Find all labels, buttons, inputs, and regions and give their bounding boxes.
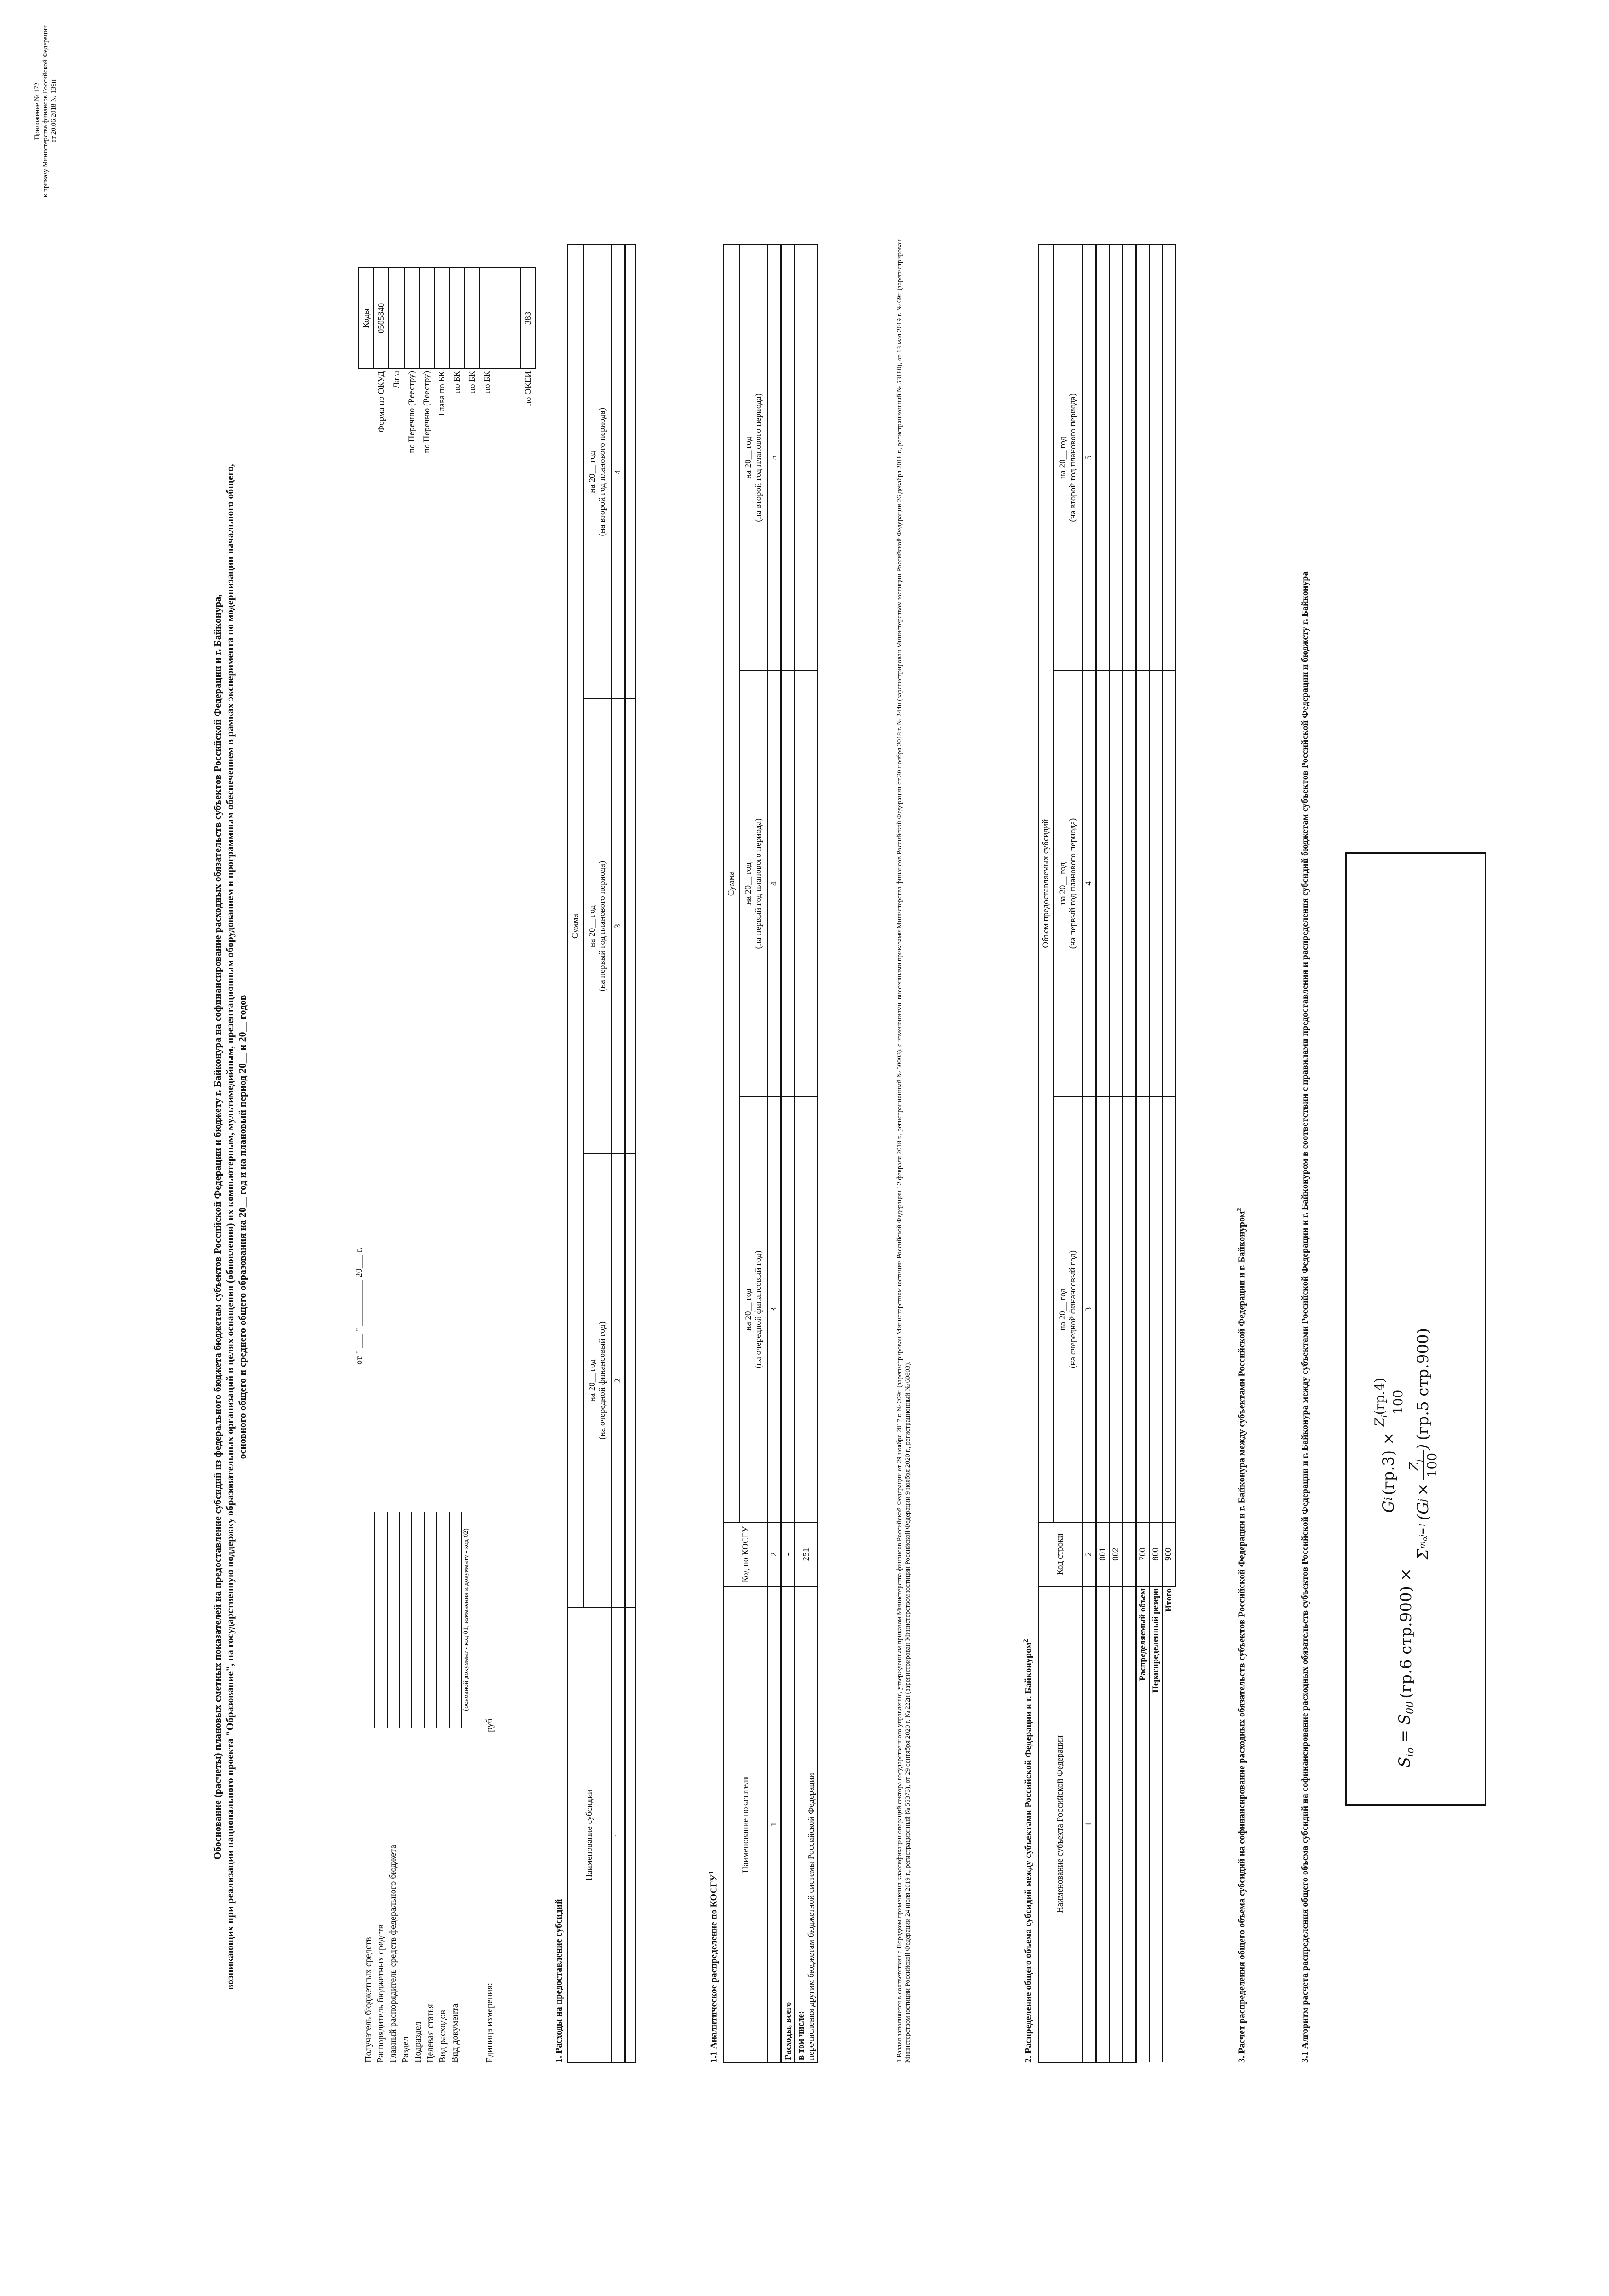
s2-data-cell[interactable] bbox=[1136, 245, 1150, 670]
field-label: Подраздел bbox=[413, 2021, 423, 2063]
code-label: Форма по ОКУД bbox=[376, 371, 386, 433]
s2-col-year-5: на 20__ год (на второй год планового периода) bbox=[1054, 245, 1082, 670]
code-value[interactable] bbox=[434, 268, 450, 369]
code-label: по ОКЕИ bbox=[523, 371, 533, 406]
code-value[interactable] bbox=[419, 268, 434, 369]
s2-data-cell[interactable] bbox=[1162, 245, 1175, 670]
code-label: по БК bbox=[482, 371, 492, 394]
s11-data-cell[interactable] bbox=[795, 1097, 818, 1523]
section3-title: 3. Расчет распределения общего объема субсидий на софинансирование расходных обязательств субъектов Российской Федерации и г. Байконура между субъектами Российской Федерации и г. Байконуром$^2$ bbox=[1236, 1208, 1247, 2063]
formula bbox=[1372, 1325, 1440, 1767]
unit-value: руб bbox=[484, 1718, 495, 1732]
appendix-number: Приложение № 172 bbox=[34, 82, 41, 140]
formula-num-fraction: $Z_i(гр.4)$ 100 bbox=[1372, 1375, 1406, 1429]
field-row bbox=[450, 1512, 462, 2063]
s11-colnum: 1 bbox=[768, 1587, 782, 2062]
s2-data-cell[interactable] bbox=[1122, 1097, 1136, 1523]
s11-colnum: 5 bbox=[768, 245, 782, 670]
appendix-order-line: к приказу Министерства финансов Российской Федерации bbox=[42, 25, 49, 197]
s11-row-transfer-code: 251 bbox=[795, 1523, 818, 1587]
code-value[interactable] bbox=[404, 268, 419, 369]
section3-subtitle: 3.1 Алгоритм расчета распределения общего объема субсидий на софинансирование расходных обязательств субъектов Российской Федерации и г. Байконура между субъектами Российской Федерации и г. Байконуром в соответствии с правилами предоставления и распределения субсидий бюджетам субъектов Российской Федерации и бюджету г. Байконура bbox=[1300, 571, 1310, 2063]
section11-table bbox=[723, 244, 818, 2063]
code-label: по Перечню (Реестру) bbox=[406, 371, 416, 453]
field-label: Получатель бюджетных средств bbox=[363, 1937, 373, 2063]
s2-row-code: 900 bbox=[1162, 1522, 1175, 1586]
s2-row-code: 001 bbox=[1096, 1522, 1110, 1586]
date-line: от " ___ " __________ 20___ г. bbox=[354, 1247, 364, 1365]
s2-data-cell[interactable] bbox=[1122, 670, 1136, 1096]
section1-table bbox=[567, 244, 636, 2063]
s2-row-reserve: Нераспределенный резерв bbox=[1149, 1586, 1162, 2062]
s1-data-cell[interactable] bbox=[625, 1608, 636, 2062]
s2-row-code: 800 bbox=[1149, 1522, 1162, 1586]
s2-row-name[interactable] bbox=[1096, 1586, 1110, 2062]
field-line[interactable] bbox=[450, 1512, 462, 1728]
field-row bbox=[437, 1512, 450, 2063]
s2-data-cell[interactable] bbox=[1096, 670, 1110, 1096]
s2-data-cell[interactable] bbox=[1109, 670, 1122, 1096]
field-line[interactable] bbox=[375, 1512, 388, 1728]
s2-col-name: Наименование субъекта Российской Федерации bbox=[1038, 1586, 1082, 2062]
field-label: Раздел bbox=[400, 2037, 411, 2063]
field-line[interactable] bbox=[425, 1512, 437, 1728]
section2-title: 2. Распределение общего объема субсидий между субъектами Российской Федерации и г. Байконуром$^2$ bbox=[1022, 1639, 1034, 2063]
appendix-header bbox=[33, 19, 58, 203]
s2-vol-header: Объем предоставляемых субсидий bbox=[1038, 245, 1054, 1522]
appendix-order-date: от 20.06.2018 № 139н bbox=[50, 79, 57, 143]
s2-data-cell[interactable] bbox=[1162, 670, 1175, 1096]
code-label: Дата bbox=[391, 371, 401, 388]
s2-data-cell[interactable] bbox=[1096, 1097, 1110, 1523]
s2-data-cell[interactable] bbox=[1149, 245, 1162, 670]
s2-data-cell[interactable] bbox=[1162, 1097, 1175, 1523]
code-value[interactable]: 383 bbox=[521, 268, 536, 369]
field-line[interactable] bbox=[437, 1512, 450, 1728]
s2-data-cell[interactable] bbox=[1136, 670, 1150, 1096]
s11-row-total-code: - bbox=[782, 1523, 795, 1587]
formula-term1: (гр.6 стр.900) × bbox=[1396, 1568, 1415, 1699]
s11-colnum: 3 bbox=[768, 1097, 782, 1523]
field-row bbox=[400, 1512, 412, 2063]
doc-type-hint: (основной документ - код 01; изменения к документу - код 02) bbox=[462, 1528, 470, 1711]
s11-data-cell[interactable] bbox=[795, 245, 818, 670]
left-fields bbox=[363, 1512, 496, 2063]
s1-colnum: 2 bbox=[612, 1154, 625, 1608]
footnote: 1 Раздел заполняется в соответствии с Порядком применения классификации операций сектора государственного управления, утвержденным приказом Министерства финансов Российской Федерации от 29 ноября 2017 г. № 209н (зарегистрирован Министерством юстиции Российской Федерации 12 февраля 2018 г., регистрационный № 50003), с изменениями, внесенными приказами Министерства финансов Российской Федерации от 30 ноября 2018 г. № 244н (зарегистрирован Министерством юстиции Российской Федерации 26 декабря 2018 г., регистрационный № 53180), от 13 мая 2019 г. № 69н (зарегистрирован Министерством юстиции Российской Федерации 24 июля 2019 г., регистрационный № 55373), от 29 сентября 2020 г. № 222н (зарегистрирован Министерством юстиции Российской Федерации 9 ноября 2020 г., регистрационный № 60803). bbox=[896, 239, 911, 2063]
field-label: Вид расходов bbox=[438, 2010, 448, 2063]
s2-data-cell[interactable] bbox=[1109, 1097, 1122, 1523]
s1-colnum: 4 bbox=[612, 245, 625, 699]
s2-col-code: Код строки bbox=[1038, 1522, 1082, 1586]
code-value[interactable] bbox=[465, 268, 480, 369]
s1-data-cell[interactable] bbox=[625, 245, 636, 699]
codes-header: Коды bbox=[359, 268, 374, 369]
s2-colnum: 1 bbox=[1082, 1586, 1096, 2062]
s11-col-year-3: на 20__ год (на очередной финансовый год) bbox=[739, 1097, 768, 1523]
s2-row-total: Итого bbox=[1162, 1586, 1175, 2062]
field-label: Целевая статья bbox=[425, 2004, 435, 2063]
formula-den-fraction: $Z_j$ 100 bbox=[1406, 1450, 1440, 1480]
form-title bbox=[211, 240, 248, 2214]
code-value[interactable]: 0505840 bbox=[374, 268, 389, 369]
s2-row-code: 700 bbox=[1136, 1522, 1150, 1586]
s11-row-transfer: в том числе: перечисления другим бюджетам бюджетной системы Российской Федерации bbox=[795, 1587, 818, 2062]
s11-col-year-4: на 20__ год (на первый год планового периода) bbox=[739, 670, 768, 1096]
code-label bbox=[495, 369, 521, 524]
s11-row-total: Расходы, всего bbox=[782, 1587, 795, 2062]
field-line[interactable] bbox=[388, 1512, 400, 1728]
formula-main-fraction bbox=[1372, 1325, 1440, 1563]
s1-col-name: Наименование субсидии bbox=[568, 1608, 612, 2062]
s11-col-code: Код по КОСГУ bbox=[724, 1523, 768, 1587]
s1-data-cell[interactable] bbox=[625, 699, 636, 1153]
code-label: по БК bbox=[452, 371, 462, 394]
section2-table bbox=[1038, 244, 1176, 2063]
field-row bbox=[363, 1512, 375, 2063]
title-line-1: Обоснование (расчеты) плановых сметных показателей на предоставление субсидий из федерального бюджета бюджетам субъектов Российской Федерации и бюджету г. Байконура на софинансирование расходных обязательств субъектов Российской Федерации и г. Байконура, bbox=[212, 594, 223, 1860]
s2-col-year-4: на 20__ год (на первый год планового периода) bbox=[1054, 670, 1082, 1096]
s2-data-cell[interactable] bbox=[1149, 670, 1162, 1096]
s2-row-code: 002 bbox=[1109, 1522, 1122, 1586]
s11-col-name: Наименование показателя bbox=[724, 1587, 768, 2062]
s2-col-year-3: на 20__ год (на очередной финансовый год) bbox=[1054, 1097, 1082, 1523]
code-label: по Перечню (Реестру) bbox=[422, 371, 432, 453]
formula-box bbox=[1345, 852, 1486, 1806]
s11-data-cell[interactable] bbox=[782, 245, 795, 670]
s2-data-cell[interactable] bbox=[1122, 245, 1136, 670]
s11-colnum: 2 bbox=[768, 1523, 782, 1587]
s2-row-distributed: Распределяемый объем bbox=[1136, 1586, 1150, 2062]
field-line[interactable] bbox=[363, 1512, 375, 1728]
field-line[interactable] bbox=[400, 1512, 412, 1728]
code-value[interactable] bbox=[480, 268, 495, 369]
s1-col-year-3: на 20__ год (на первый год планового периода) bbox=[583, 699, 612, 1153]
s2-data-cell[interactable] bbox=[1109, 245, 1122, 670]
s2-row-code bbox=[1122, 1522, 1136, 1586]
code-value[interactable] bbox=[389, 268, 404, 369]
s1-colnum: 3 bbox=[612, 699, 625, 1153]
formula-numerator: G i (гр.3) × $Z_i(гр.4)$ 100 bbox=[1372, 1325, 1406, 1563]
title-line-2: возникающих при реализации национального проекта "Образование", на государственную поддержку образовательных организаций в целях оснащения (обновления) их компьютерным, мультимедийным, презентационным оборудованием и программным обеспечением в рамках эксперимента по модернизации начального общего, bbox=[224, 464, 236, 1990]
s11-sum-header: Сумма bbox=[724, 245, 739, 1523]
code-value[interactable] bbox=[450, 268, 465, 369]
s11-data-cell[interactable] bbox=[782, 670, 795, 1096]
section11-title: 1.1 Аналитическое распределение по КОСГУ$^1$ bbox=[708, 1871, 719, 2063]
field-label: Главный распорядитель средств федерального бюджета bbox=[388, 1845, 398, 2063]
unit-row bbox=[484, 1512, 496, 2063]
codes-table bbox=[358, 267, 536, 524]
s11-colnum: 4 bbox=[768, 670, 782, 1096]
code-value[interactable] bbox=[495, 268, 521, 369]
code-label: Глава по БК bbox=[437, 371, 447, 416]
s2-colnum: 2 bbox=[1082, 1522, 1096, 1586]
field-label: Вид документа bbox=[450, 2003, 460, 2063]
field-row bbox=[388, 1512, 400, 2063]
s2-colnum: 4 bbox=[1082, 670, 1096, 1096]
s11-data-cell[interactable] bbox=[782, 1097, 795, 1523]
unit-label: Единица измерения: bbox=[484, 1983, 495, 2063]
s2-row-name[interactable] bbox=[1122, 1586, 1136, 2062]
field-label: Распорядитель бюджетных средств bbox=[376, 1925, 386, 2063]
field-row bbox=[425, 1512, 437, 2063]
s11-col-year-5: на 20__ год (на второй год планового периода) bbox=[739, 245, 768, 670]
s2-data-cell[interactable] bbox=[1136, 1097, 1150, 1523]
s2-colnum: 3 bbox=[1082, 1097, 1096, 1523]
s2-row-name[interactable] bbox=[1109, 1586, 1122, 2062]
s1-col-year-4: на 20__ год (на второй год планового периода) bbox=[583, 245, 612, 699]
s2-data-cell[interactable] bbox=[1096, 245, 1110, 670]
formula-lhs: $S_{io}$ bbox=[1395, 1747, 1416, 1767]
section1-title: 1. Расходы на предоставление субсидий bbox=[554, 1899, 564, 2063]
title-line-3: основного общего и среднего общего образования на 20__ год и на плановый период 20__ и 20__ годов bbox=[236, 995, 248, 1459]
formula-s00: = $S_{00}$ bbox=[1395, 1701, 1416, 1743]
s2-colnum: 5 bbox=[1082, 245, 1096, 670]
s1-data-cell[interactable] bbox=[625, 1154, 636, 1608]
field-row bbox=[375, 1512, 388, 2063]
s1-sum-header: Сумма bbox=[568, 245, 583, 1608]
code-label: по БК bbox=[467, 371, 477, 394]
field-line[interactable] bbox=[412, 1512, 425, 1728]
s1-colnum: 1 bbox=[612, 1608, 625, 2062]
s2-data-cell[interactable] bbox=[1149, 1097, 1162, 1523]
s1-col-year-2: на 20__ год (на очередной финансовый год) bbox=[583, 1154, 612, 1608]
formula-denominator: Σ $m_o$ j=1 (G j × $Z_j$ 100 ) (гр.5 стр.900) bbox=[1406, 1328, 1440, 1560]
field-row bbox=[412, 1512, 425, 2063]
s11-data-cell[interactable] bbox=[795, 670, 818, 1096]
